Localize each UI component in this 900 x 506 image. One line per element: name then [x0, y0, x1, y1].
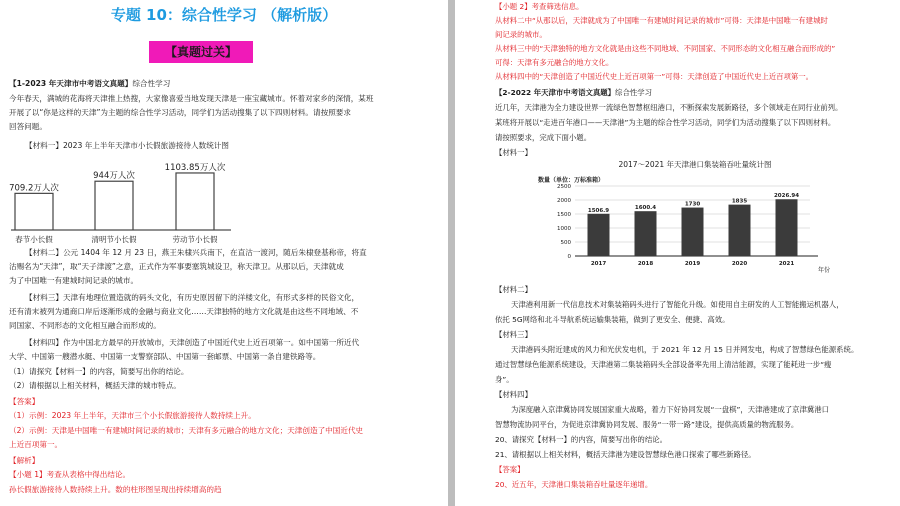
chart2-ytick-label: 0: [567, 254, 571, 260]
chart2-bar-chart: [530, 158, 860, 280]
chart1-bar: [176, 173, 214, 230]
chart1-category-label: 春节小长假: [15, 235, 53, 244]
material4-line: 大学、中国第一艘潜水艇、中国第一支警察部队、中国第一套邮票、中国第一条自建铁路等。: [9, 352, 321, 361]
page-gutter: [448, 0, 455, 506]
analysis-line: 可得：天津有多元融合的地方文化。: [495, 58, 614, 67]
material2-line: 天津港利用新一代信息技术对集装箱码头进行了智能化升级。如使用自主研发的人工智能搬运机器人，: [511, 300, 844, 309]
document-title: 专题 10：综合性学习 （解析版）: [110, 6, 338, 24]
material3-line: 还有清末被列为通商口岸后逐渐形成的金融与商业文化……天津独特的地方文化就是由这些不同地域、不: [9, 307, 359, 316]
analysis-label: 【解析】: [9, 456, 40, 465]
chart2-data-label: 2026.94: [773, 193, 800, 200]
q1-source-tail: 综合性学习: [132, 79, 171, 88]
material3-line: 同国家、不同形态的文化相互融合而形成的。: [9, 321, 161, 330]
material3-line: 身”。: [495, 375, 514, 384]
material2-line: 依托 5G网络和北斗导航系统运输集装箱，做到了更安全、便捷、高效。: [495, 315, 730, 324]
material3-line: 天津港码头附近建成的风力和光伏发电机，于 2021 年 12 月 15 日并网发电，构成了智慧绿色能源系统。: [511, 345, 859, 354]
chart1-category-label: 清明节小长假: [91, 235, 137, 244]
chart2-ylabel: 数量（单位：万标准箱）: [538, 177, 605, 184]
chart2-title: 2017～2021 年天津港口集装箱吞吐量统计图: [618, 160, 772, 169]
q2-intro-line: 请按照要求，完成下面小题。: [495, 133, 592, 142]
analysis-line: 【小题 2】考查筛选信息。: [495, 2, 584, 11]
answer-label: 【答案】: [495, 465, 525, 474]
q2-heading: [495, 88, 652, 98]
material4-line: 为深度融入京津冀协同发展国家重大战略，着力下好协同发展“一盘棋”，天津港建成了京津冀港口: [511, 405, 830, 414]
chart2-bar: [635, 211, 657, 256]
chart2-data-label: 1506.9: [587, 207, 610, 214]
q1-heading: [9, 79, 170, 89]
chart2-data-label: 1600.4: [634, 205, 657, 212]
chart2-ytick-label: 1500: [557, 212, 571, 218]
task-line: 21、请根据以上相关材料，概括天津港为建设智慧绿色港口探索了哪些新路径。: [495, 450, 756, 459]
chart2-ytick-label: 2000: [557, 198, 571, 204]
chart2-category-label: 2020: [731, 261, 748, 267]
task-line: 20、请探究【材料一】的内容，简要写出你的结论。: [495, 435, 668, 444]
chart2-data-label: 1730: [684, 201, 701, 208]
answer-line: （1）示例：2023 年上半年，天津市三个小长假旅游接待人数持续上升。: [9, 411, 256, 420]
q1-intro-line: 今年春天，满城的花海将天津推上热搜，大家像喜爱当地发现天津是一座宝藏城市。怀着对家乡的深情，某班: [9, 94, 374, 103]
answer-line: 20、近五年，天津港口集装箱吞吐量逐年递增。: [495, 480, 653, 489]
q1-source: 【1-2023 年天津市中考语文真题】: [9, 79, 133, 88]
material4-label: 【材料四】: [495, 390, 532, 399]
chart1-data-label: 709.2万人次: [9, 183, 59, 194]
material3-line: 【材料三】天津有地理位置造就的码头文化，有历史原因留下的洋楼文化，有形式多样的民俗文化，: [25, 293, 360, 302]
chart2-data-label: 1835: [731, 198, 748, 205]
answer-line: 上近百项第一。: [9, 440, 63, 449]
answer-line: （2）示例：天津是中国唯一有建城时间记录的城市；天津有多元融合的地方文化；天津创造了中国近代史: [9, 426, 364, 435]
material1-caption: 【材料一】2023 年上半年天津市小长假旅游接待人数统计图: [25, 141, 229, 150]
q2-intro-line: 某班将开展以“走进百年港口——天津港”为主题的综合性学习活动，同学们为活动搜集了以下四则材料。: [495, 118, 836, 127]
chart2-category-label: 2018: [637, 261, 654, 267]
q2-source-tail: 综合性学习: [615, 88, 653, 97]
section-banner: 【真题过关】: [149, 41, 253, 63]
chart2-ytick-label: 1000: [557, 226, 571, 232]
chart1-data-label: 944万人次: [93, 171, 135, 182]
chart2-ytick-label: 2500: [557, 184, 571, 190]
material2-line: 为了中国唯一有建城时间记录的城市。: [9, 276, 139, 285]
analysis-line: 从材料二中“从那以后，天津就成为了中国唯一有建城时间记录的城市”可得：天津是中国唯一有建城时: [495, 16, 828, 25]
material3-line: 通过智慧绿色能源系统建设，天津港第二集装箱码头全部设备率先用上清洁能源，实现了能耗进一步“瘦: [495, 360, 832, 369]
chart2-category-label: 2019: [684, 261, 701, 267]
chart2-bar: [682, 208, 704, 256]
chart2-bar: [588, 214, 610, 256]
material4-line: 智慧物流协同平台，为促进京津冀协同发展、服务“一带一路”建设，提供高质量的物流服务。: [495, 420, 799, 429]
q1-intro-line: 开展了以“你是这样的天津”为主题的综合性学习活动，同学们为活动搜集了以下四则材料。请按照要求: [9, 108, 351, 117]
chart2-category-label: 2017: [590, 261, 607, 267]
right-page: [455, 0, 900, 506]
material2-line: 【材料二】公元 1404 年 12 月 23 日，燕王朱棣兴兵南下，在直沽一渡河，随后朱棣登基称帝，将直: [25, 248, 367, 257]
q2-intro-line: 近几年，天津港为全力建设世界一流绿色智慧枢纽港口，不断探索发展新路径，多个领域走在同行业前列。: [495, 103, 843, 112]
answer-label: 【答案】: [9, 397, 40, 406]
q2-source: 【2-2022 年天津市中考语文真题】: [495, 88, 616, 97]
chart1-bar: [95, 181, 133, 230]
material3-label: 【材料三】: [495, 330, 532, 339]
material2-line: 沽赐名为“天津”，取“天子津渡”之意，正式作为军事要塞筑城设卫，称天津卫。从那以后，天津就成: [9, 262, 344, 271]
material2-label: 【材料二】: [495, 285, 532, 294]
analysis-line: 孙长假旅游接待人数持续上升。数的柱形图呈现出持续增高的趋: [9, 485, 222, 494]
analysis-line: 【小题 1】考查从表格中得出结论。: [9, 470, 131, 479]
material1-label: 【材料一】: [495, 148, 532, 157]
analysis-line: 从材料三中的“天津独特的地方文化就是由这些不同地域、不同国家、不同形态的文化相互融合而形成的”: [495, 44, 836, 53]
chart2-bar: [776, 199, 798, 256]
task-line: （2）请根据以上相关材料，概括天津的城市特点。: [9, 381, 181, 390]
chart1-bar: [15, 193, 53, 230]
chart1-category-label: 劳动节小长假: [172, 235, 218, 244]
material4-line: 【材料四】作为中国北方最早的开放城市，天津创造了中国近代史上近百项第一。如中国第一所近代: [25, 338, 360, 347]
chart2-xlabel: 年份: [817, 267, 831, 274]
chart2-bar: [729, 205, 751, 256]
q1-intro-line: 回答问题。: [9, 122, 47, 131]
chart2-category-label: 2021: [778, 261, 795, 267]
chart1-data-label: 1103.85万人次: [164, 162, 226, 173]
analysis-line: 间记录的城市。: [495, 30, 547, 39]
task-line: （1）请探究【材料一】的内容，简要写出你的结论。: [9, 367, 189, 376]
chart1-bar-chart: [9, 152, 239, 247]
chart2-ytick-label: 500: [560, 240, 571, 246]
left-page: [0, 0, 448, 506]
analysis-line: 从材料四中的“天津创造了中国近代史上近百项第一”可得：天津创造了中国近代史上近百项第一。: [495, 72, 814, 81]
